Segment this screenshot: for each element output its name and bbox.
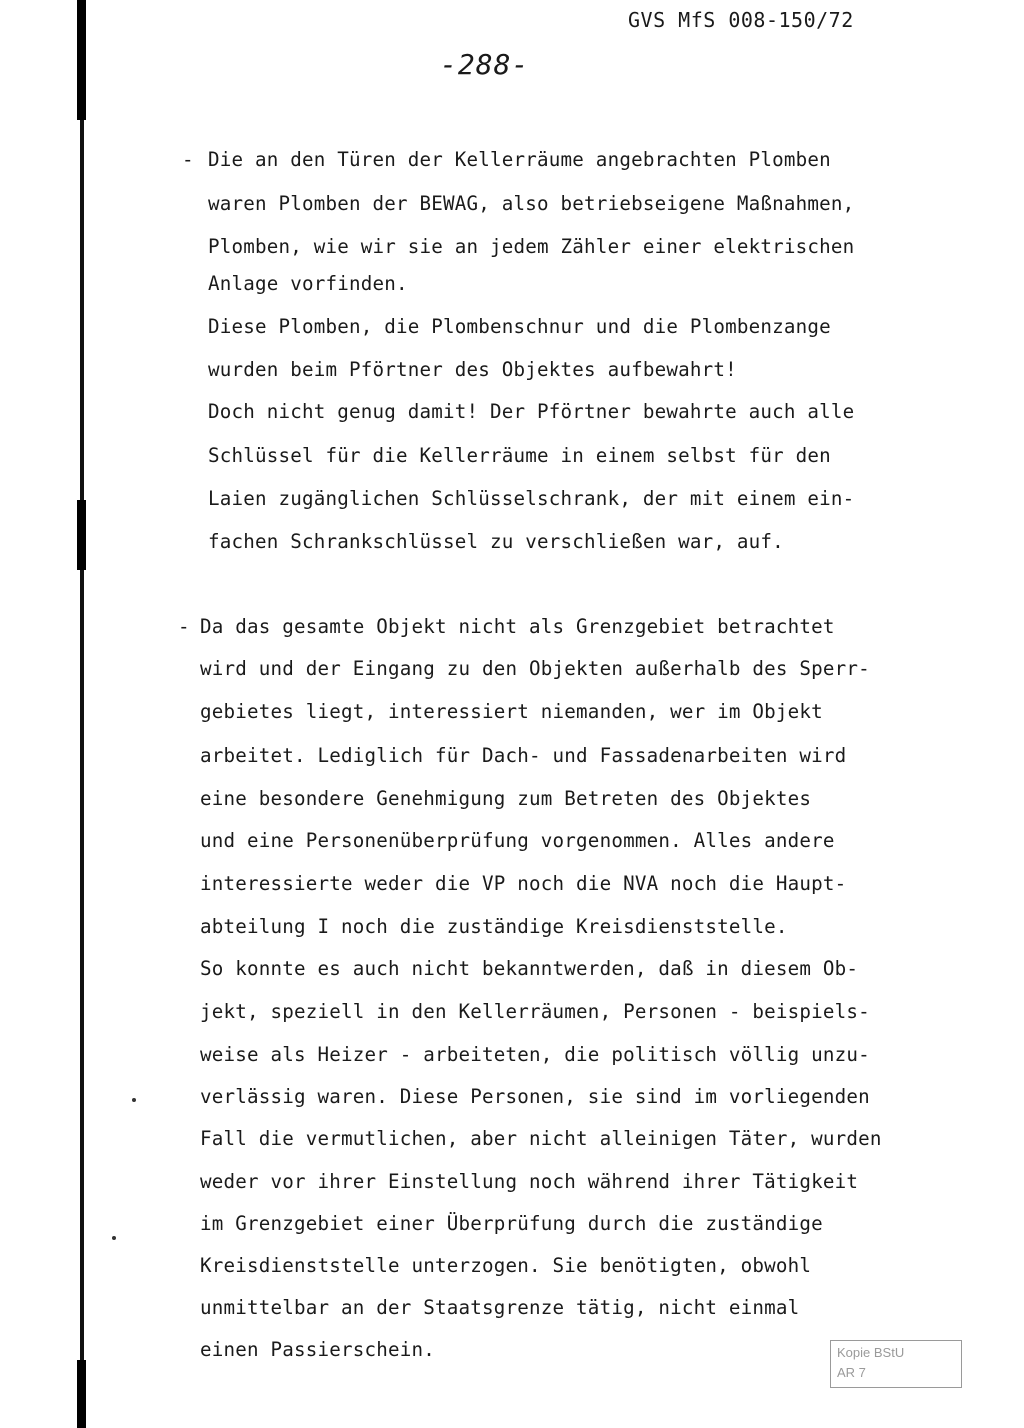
text-line: arbeitet. Lediglich für Dach- und Fassadenarbeiten wird bbox=[200, 744, 847, 767]
text-line: Schlüssel für die Kellerräume in einem selbst für den bbox=[208, 444, 831, 467]
text-line: wird und der Eingang zu den Objekten außerhalb des Sperr- bbox=[200, 657, 870, 680]
text-line: Doch nicht genug damit! Der Pförtner bewahrte auch alle bbox=[208, 400, 855, 423]
archive-stamp bbox=[830, 1340, 962, 1388]
text-line: Diese Plomben, die Plombenschnur und die Plombenzange bbox=[208, 315, 831, 338]
bullet-dash: - bbox=[182, 148, 194, 171]
text-line: unmittelbar an der Staatsgrenze tätig, nicht einmal bbox=[200, 1296, 800, 1319]
text-line: im Grenzgebiet einer Überprüfung durch die zuständige bbox=[200, 1212, 823, 1235]
document-reference: GVS MfS 008-150/72 bbox=[628, 8, 854, 32]
text-line: weise als Heizer - arbeiteten, die politisch völlig unzu- bbox=[200, 1043, 870, 1066]
text-line: interessierte weder die VP noch die NVA noch die Haupt- bbox=[200, 872, 847, 895]
scan-speck bbox=[132, 1098, 136, 1102]
text-line: verlässig waren. Diese Personen, sie sind im vorliegenden bbox=[200, 1085, 870, 1108]
text-line: Anlage vorfinden. bbox=[208, 272, 408, 295]
text-line: wurden beim Pförtner des Objektes aufbewahrt! bbox=[208, 358, 737, 381]
text-line: und eine Personenüberprüfung vorgenommen. Alles andere bbox=[200, 829, 835, 852]
bullet-dash: - bbox=[178, 615, 190, 638]
text-line: Fall die vermutlichen, aber nicht alleinigen Täter, wurden bbox=[200, 1127, 882, 1150]
page-number: -288- bbox=[440, 48, 530, 81]
text-line: Kreisdienststelle unterzogen. Sie benötigten, obwohl bbox=[200, 1254, 812, 1277]
text-line: jekt, speziell in den Kellerräumen, Personen - beispiels- bbox=[200, 1000, 870, 1023]
stamp-line: Kopie BStU bbox=[837, 1345, 905, 1360]
text-line: abteilung I noch die zuständige Kreisdienststelle. bbox=[200, 915, 788, 938]
text-line: eine besondere Genehmigung zum Betreten des Objektes bbox=[200, 787, 812, 810]
text-line: gebietes liegt, interessiert niemanden, wer im Objekt bbox=[200, 700, 823, 723]
text-line: Laien zugänglichen Schlüsselschrank, der mit einem ein- bbox=[208, 487, 855, 510]
text-line: Plomben, wie wir sie an jedem Zähler einer elektrischen bbox=[208, 235, 855, 258]
text-line: Da das gesamte Objekt nicht als Grenzgebiet betrachtet bbox=[200, 615, 835, 638]
binding-mark bbox=[77, 0, 86, 120]
binding-mark bbox=[77, 1360, 86, 1428]
text-line: So konnte es auch nicht bekanntwerden, daß in diesem Ob- bbox=[200, 957, 859, 980]
binding-edge bbox=[80, 0, 84, 1428]
text-line: Die an den Türen der Kellerräume angebrachten Plomben bbox=[208, 148, 831, 171]
binding-mark bbox=[77, 500, 86, 570]
text-line: fachen Schrankschlüssel zu verschließen war, auf. bbox=[208, 530, 784, 553]
text-line: einen Passierschein. bbox=[200, 1338, 436, 1361]
scan-speck bbox=[112, 1236, 116, 1240]
text-line: waren Plomben der BEWAG, also betriebseigene Maßnahmen, bbox=[208, 192, 855, 215]
text-line: weder vor ihrer Einstellung noch während ihrer Tätigkeit bbox=[200, 1170, 859, 1193]
stamp-line: AR 7 bbox=[837, 1365, 866, 1380]
